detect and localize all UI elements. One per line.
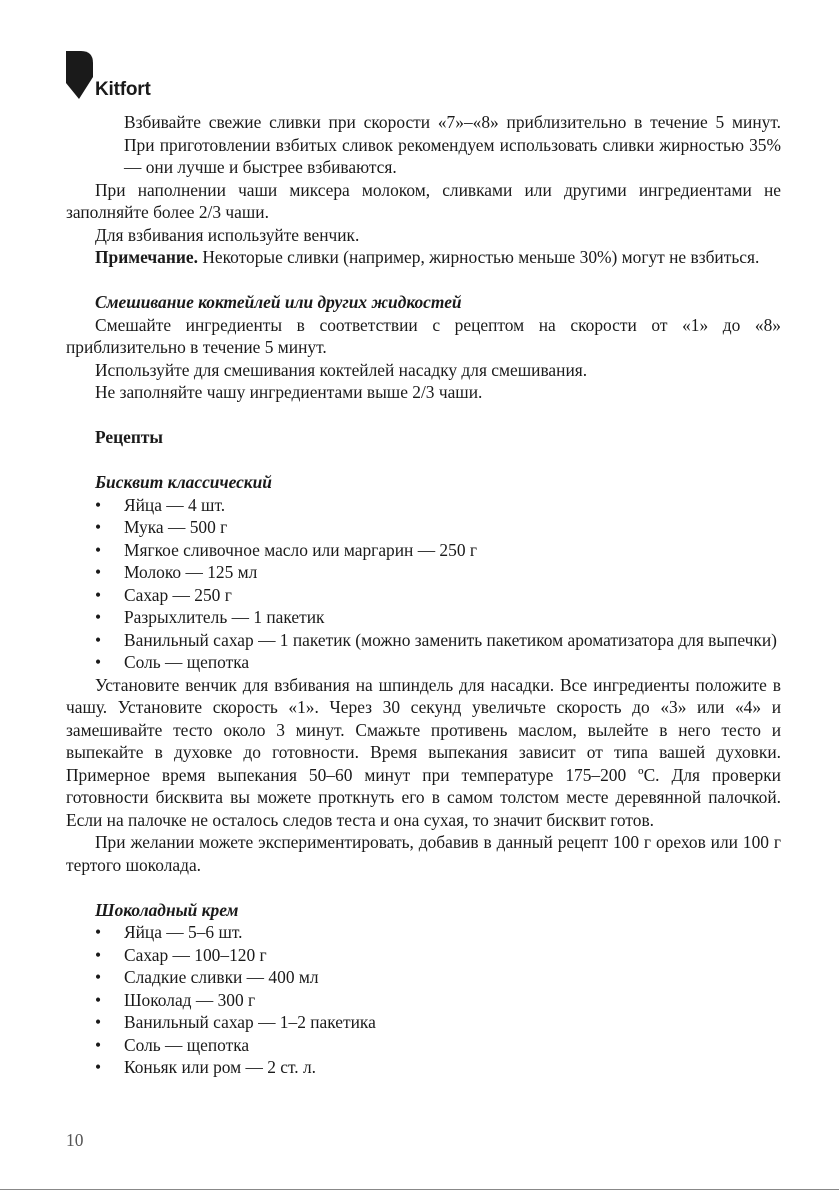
list-item: • Мягкое сливочное масло или маргарин — 250 г (95, 539, 478, 560)
list-item: • Сахар — 100–120 г (95, 944, 267, 965)
list-item: • Ванильный сахар — 1–2 пакетика (95, 1012, 376, 1032)
list-item: • Шоколад — 300 г (95, 989, 256, 1010)
biscuit-ingredients (66, 494, 781, 674)
cocktails-paragraph-1: Смешайте ингредиенты в соответствии с рецептом на скорости от «1» до «8» приблизительно в течение 5 минут. (66, 314, 781, 357)
list-item: • Сахар — 250 г (95, 584, 232, 605)
note-paragraph (66, 246, 781, 269)
cocktails-heading: Смешивание коктейлей или других жидкостей (95, 292, 462, 312)
fill-limit-paragraph: При наполнении чаши миксера молоком, сливками или другими ингредиентами не заполняйте более 2/3 чаши. (66, 179, 781, 222)
list-item: • Соль — щепотка (95, 652, 250, 672)
use-whisk-paragraph: Для взбивания используйте венчик. (95, 224, 360, 245)
list-item: • Коньяк или ром — 2 ст. л. (95, 1057, 317, 1077)
list-item: • Мука — 500 г (95, 517, 228, 537)
brand-logo (66, 51, 186, 101)
biscuit-title: Бисквит классический (95, 472, 272, 492)
recipes-heading: Рецепты (95, 427, 163, 447)
chocolate-cream-ingredients (66, 921, 781, 1079)
list-item: • Яйца — 5–6 шт. (95, 922, 243, 942)
list-item: • Разрыхлитель — 1 пакетик (95, 607, 325, 627)
list-item: • Сладкие сливки — 400 мл (95, 967, 319, 987)
list-item: • Ванильный сахар — 1 пакетик (можно заменить пакетиком ароматизатора для выпечки) (95, 629, 777, 650)
whip-cream-paragraph: Взбивайте свежие сливки при скорости «7»–«8» приблизительно в течение 5 минут. При приготовлении взбитых сливок рекомендуем использовать сливки жирностью 35% — они лучше и быстрее взбиваются. (124, 112, 781, 177)
page-bottom-edge (0, 1189, 839, 1190)
list-item: • Соль — щепотка (95, 1034, 250, 1055)
biscuit-variation: При желании можете экспериментировать, добавив в данный рецепт 100 г орехов или 100 г тертого шоколада. (66, 832, 781, 875)
kitfort-k-logo-icon (66, 51, 94, 99)
brand-name: Kitfort (95, 79, 151, 100)
page-number: 10 (66, 1130, 84, 1150)
note-label: Примечание. (95, 247, 198, 267)
page-content (66, 111, 781, 1079)
note-text: Некоторые сливки (например, жирностью меньше 30%) могут не взбиться. (197, 247, 760, 267)
cocktails-paragraph-3: Не заполняйте чашу ингредиентами выше 2/3 чаши. (95, 382, 483, 402)
cocktails-paragraph-2: Используйте для смешивания коктейлей насадку для смешивания. (95, 359, 588, 380)
biscuit-method: Установите венчик для взбивания на шпиндель для насадки. Все ингредиенты положите в чашу. Установите скорость «1». Через 30 секунд увеличьте скорость до «3» или «4» и замешивайте тесто около 3 минут. Смажьте противень маслом, вылейте в него тесто и выпекайте в духовке до готовности. Время выпекания зависит от типа вашей духовки. Примерное время выпекания 50–60 минут при температуре 175–200 ºС. Для проверки готовности бисквита вы можете проткнуть его в самом толстом месте деревянной палочкой. Если на палочке не осталось следов теста и она сухая, то значит бисквит готов. (66, 674, 781, 830)
list-item: • Яйца — 4 шт. (95, 494, 226, 515)
chocolate-cream-title: Шоколадный крем (95, 899, 239, 920)
list-item: • Молоко — 125 мл (95, 562, 258, 582)
